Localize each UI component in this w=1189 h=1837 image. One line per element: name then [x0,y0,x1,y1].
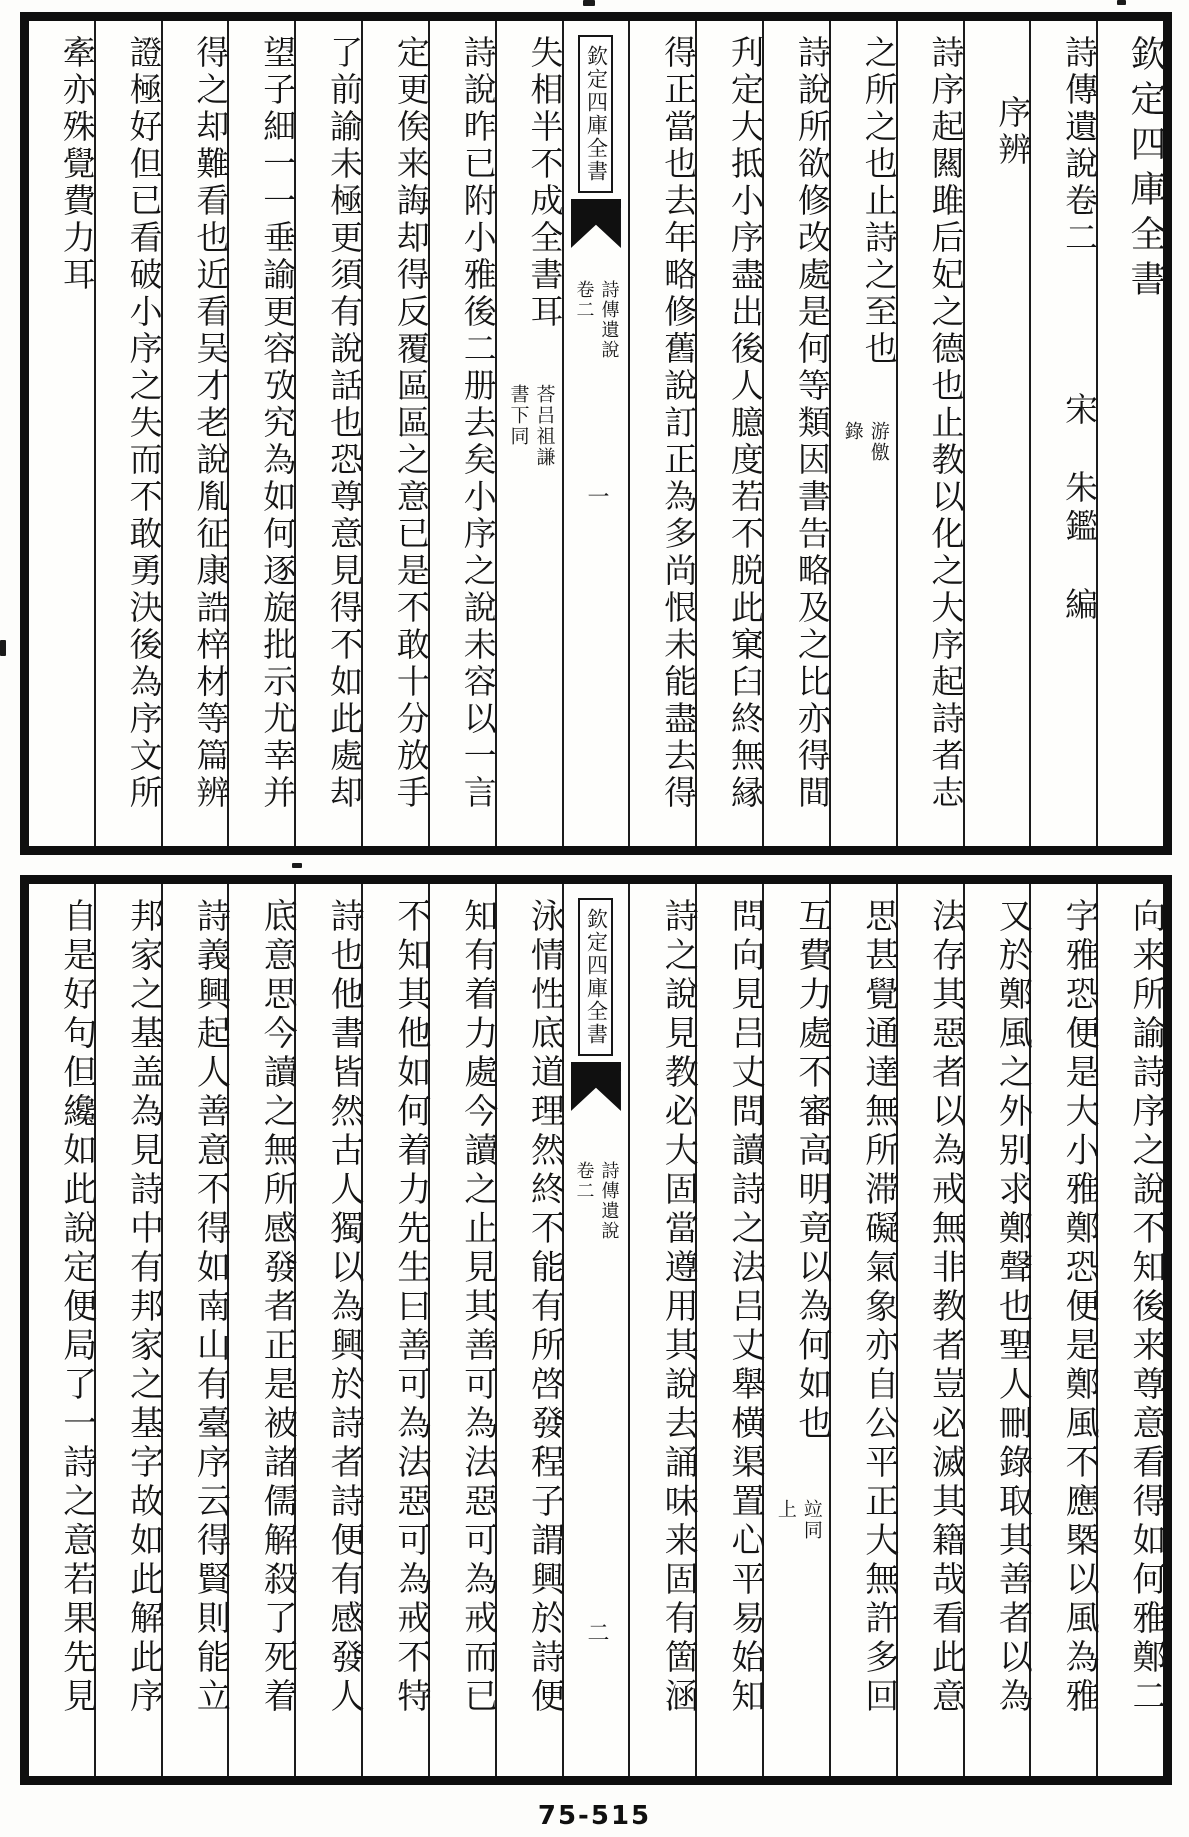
text-column [227,884,298,1776]
column-text: 詩說昨已附小雅後二册去矣小序之說未容以一言 [458,35,498,812]
column-text: 詩序起闗雎后妃之德也止教以化之大序起詩者志 [926,35,966,812]
note-right: 游儌 [867,421,890,463]
text-column-series-title [1096,21,1166,846]
column-text: 不知其他如何着力先生曰善可為法惡可為戒不特 [390,898,431,1717]
text-column [762,21,832,846]
column-text: 刋定大抵小序盡出後人臆度若不脱此窠臼終無縁 [726,35,766,812]
text-column [495,21,565,846]
text-column [695,21,766,846]
fishtail-icon [571,208,621,248]
column-text: 字雅恐便是大小雅鄭恐便是鄭風不應槩以風為雅 [1059,898,1100,1717]
text-column [227,21,298,846]
text-column [294,884,365,1776]
text-column [762,884,832,1776]
column-text: 邦家之基盖為見詩中有邦家之基字故如此解此序 [123,898,164,1717]
text-column [829,21,899,846]
text-column [628,21,699,846]
text-column [161,21,231,846]
column-text: 了前諭未極更須有說話也恐尊意見得不如此處却 [325,35,365,812]
text-column [628,884,699,1776]
text-column [695,884,766,1776]
column-text: 思甚覺通達無所滞礙氣象亦自公平正大無許多回 [858,898,899,1717]
column-text: 得正當也去年略修舊說訂正為多尚恨未能盡去得 [659,35,699,812]
text-column [361,884,431,1776]
column-text: 望子細一一垂諭更容攷究為如何逐旋批示尤幸并 [258,35,298,812]
ink-bar [571,199,621,208]
column-text: 得之却難看也近看吴才老說胤征康誥梓材等篇辨 [191,35,231,812]
banxin-column [562,21,629,846]
scan-speck [583,0,595,6]
text-column [963,884,1033,1776]
text-column [94,21,164,846]
folio-number: 一 [583,485,609,507]
footer-page-number: 75-515 [537,1801,652,1831]
text-column [829,884,899,1776]
banxin-title-group [573,280,620,360]
folio-number: 二 [583,1621,609,1648]
scan-speck [1117,0,1126,5]
note-left: 上 [774,1499,797,1520]
text-column [29,21,97,846]
scan-speck [0,640,6,656]
text-column [161,884,231,1776]
note-right: 竝同 [800,1499,823,1541]
column-text: 詩也他書皆然古人獨以為興於詩者詩便有感發人 [324,898,365,1717]
text-column [361,21,431,846]
text-column [896,21,966,846]
ink-bar [571,1062,621,1071]
text-column-section-title [963,21,1033,846]
column-text: 知有着力處今讀之止見其善可為法惡可為戒而已 [457,898,498,1717]
text-column [29,884,97,1776]
fishtail-icon [571,1071,621,1111]
text-column-book-title [1029,21,1100,846]
text-column [428,884,498,1776]
text-column [428,21,498,846]
banxin-volume: 卷二 [573,280,595,320]
banxin-header-box [578,35,613,193]
column-text: 底意思今讀之無所感發者正是被諸儒解殺了死着 [257,898,298,1717]
folio-frame-top [20,12,1172,855]
column-text: 牽亦殊覺費力耳 [57,35,97,294]
column-text: 詩說所欲修改處是何等類因書告略及之比亦得間 [792,35,832,812]
column-text: 失相半不成全書耳 [525,35,565,331]
column-text: 詩之說見教必大固當遵用其說去誦味来固有箇涵 [658,898,699,1717]
interlinear-note [776,1499,821,1541]
text-column [94,884,164,1776]
column-text: 又於鄭風之外别求鄭聲也聖人刪錄取其善者以為 [992,898,1033,1717]
banxin-title-group [573,1161,620,1241]
column-text: 欽定四庫全書 [1125,35,1166,305]
text-column [1029,884,1100,1776]
column-text: 序辨 [993,95,1033,169]
text-column [495,884,565,1776]
scan-speck [292,863,302,868]
column-text: 自是好句但纔如此說定便局了一詩之意若果先見 [56,898,97,1717]
column-text: 證極好但已看破小序之失而不敢勇決後為序文所 [124,35,164,812]
banxin-header: 欽定四庫全書 [584,45,609,183]
column-text: 詩義興起人善意不得如南山有臺序云得賢則能立 [190,898,231,1717]
text-column [1096,884,1166,1776]
column-text: 詩傳遺說卷二 [1060,35,1100,257]
banxin-book-title: 詩傳遺說 [598,1161,620,1241]
banxin-book-title: 詩傳遺說 [598,280,620,360]
banxin-header: 欽定四庫全書 [584,908,609,1046]
banxin-volume: 卷二 [573,1161,595,1201]
banxin-column [562,884,629,1776]
column-text: 法存其惡者以為戒無非教者豈必滅其籍哉看此意 [925,898,966,1717]
banxin-header-box [578,898,613,1056]
note-left: 書下同 [507,384,530,447]
column-text: 泳情性底道理然終不能有所啓發程子謂興於詩便 [524,898,565,1717]
column-text: 定更俟来誨却得反覆區區之意已是不敢十分放手 [391,35,431,812]
interlinear-note [843,421,888,463]
column-text: 互費力處不審高明竟以為何如也 [791,898,832,1444]
interlinear-note [509,384,554,468]
note-right: 荅吕祖謙 [533,384,556,468]
column-text: 向来所諭詩序之說不知後来尊意看得如何雅鄭二 [1126,898,1166,1717]
column-text: 之所之也止詩之至也 [859,35,899,368]
text-column [896,884,966,1776]
author-line: 宋 朱鑑 編 [1060,392,1100,626]
column-text: 問向見吕丈問讀詩之法吕丈舉横渠置心平易始知 [725,898,766,1717]
text-column [294,21,365,846]
note-left: 錄 [841,421,864,442]
folio-frame-bottom [20,875,1172,1785]
